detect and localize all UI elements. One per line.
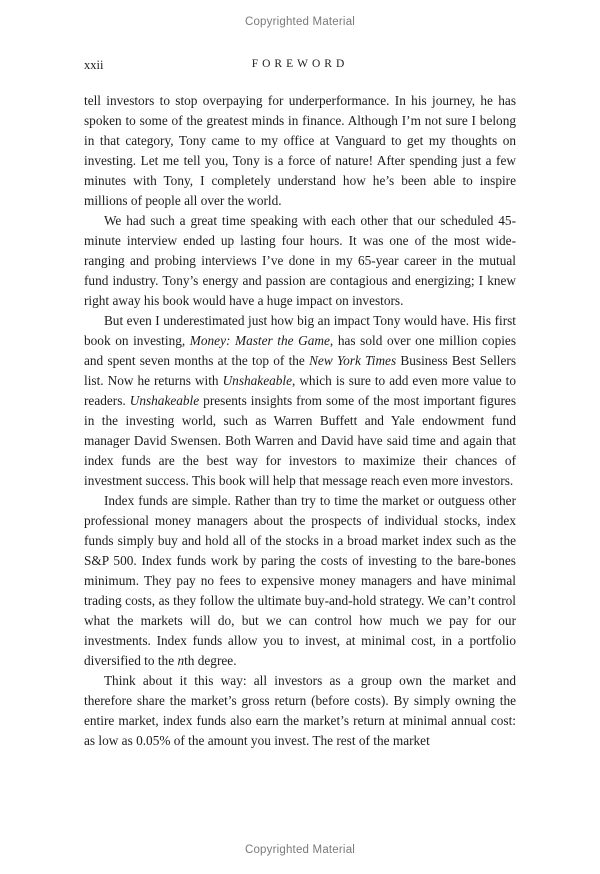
text-segment: We had such a great time speaking with each other that our scheduled 45-minute interview ended up lasting four hours. It was one of the most wide-ranging and probing interviews I’ve done in my 65-year career in the mutual fund industry. Tony’s energy and passion are contagious and energizing; I knew right away his book would have a huge impact on investors. [84,213,516,308]
body-text [84,91,516,751]
page-number: xxii [84,58,104,72]
text-segment: Index funds are simple. Rather than try to time the market or outguess other professional money managers about the prospects of individual stocks, index funds simply buy and hold all of the stocks in a broad market index such as the S&P 500. Index funds work by paring the costs of investing to the bare-bones minimum. They pay no fees to expensive money managers and have minimal trading costs, as they follow the ultimate buy-and-hold strategy. We can’t control what the markets will do, but we can control how much we pay for our investments. Index funds allow you to invest, at minimal cost, in a portfolio diversified to the [84,493,516,668]
paragraph [84,211,516,311]
italic-text-segment: Money: Master the Game [189,333,330,348]
italic-text-segment: Unshakeable [222,373,292,388]
italic-text-segment: Unshakeable [129,393,200,408]
text-segment: th degree. [184,653,237,668]
text-segment: , which is sure to add even more value to readers. [84,373,516,408]
paragraph [84,311,516,491]
text-segment: tell investors to stop overpaying for underperformance. In his journey, he has spoken to some of the greatest minds in finance. Although I’m not sure I belong in that category, Tony came to my office at Vanguard to get my thoughts on investing. Let me tell you, Tony is a force of nature! After spending just a few minutes with Tony, I completely understand how he’s been able to inspire millions of people all over the world. [84,93,516,208]
text-segment: Think about it this way: all investors as a group own the market and therefore share the market’s gross return (before costs). By simply owning the entire market, index funds also earn the market’s return at minimal annual cost: as low as 0.05% of the amount you invest. The rest of the market [84,673,516,748]
text-segment: presents insights from some of the most important figures in the investing world, such as Warren Buffett and Yale endowment fund manager David Swensen. Both Warren and David have said time and again that index funds are the best way for investors to maximize their chances of investment success. This book will help that message reach even more investors. [84,393,516,488]
paragraph [84,491,516,671]
italic-text-segment: New York Times [309,353,397,368]
italic-text-segment: n [177,653,185,668]
paragraph [84,91,516,211]
paragraph [84,671,516,751]
text-segment: Business Best Sellers list. Now he returns with [84,353,516,388]
page-header [84,58,516,74]
copyright-notice-top: Copyrighted Material [244,16,356,28]
text-segment: , has sold over one million copies and spent seven months at the top of the [84,333,516,368]
chapter-title: FOREWORD [251,58,349,70]
copyright-notice-bottom: Copyrighted Material [244,844,356,856]
text-segment: But even I underestimated just how big an impact Tony would have. His first book on investing, [84,313,516,348]
